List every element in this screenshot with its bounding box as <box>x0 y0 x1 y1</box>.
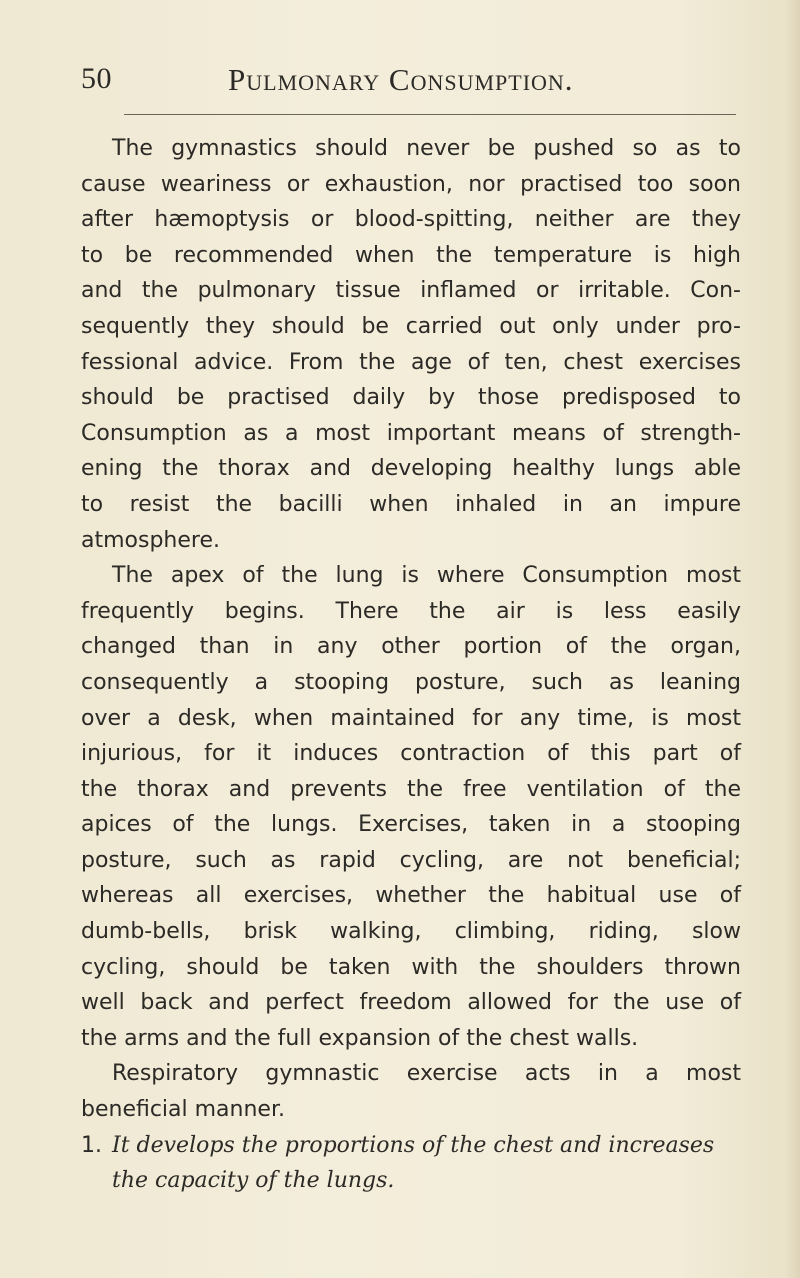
text-line: apices of the lungs. Exercises, taken in a stooping <box>81 812 741 838</box>
list-item-number: 1. <box>81 1132 102 1158</box>
paragraph <box>81 131 741 558</box>
text-line: to be recommended when the temperature is high <box>81 242 741 268</box>
text-line: should be practised daily by those predisposed to <box>81 385 741 411</box>
page-number: 50 <box>81 62 112 95</box>
text-line: injurious, for it induces contraction of this part of <box>81 741 741 767</box>
list-item-text: It develops the proportions of the chest and increases <box>112 1132 715 1158</box>
header-rule <box>124 114 736 115</box>
text-line: changed than in any other portion of the organ, <box>81 634 741 660</box>
text-line: after hæmoptysis or blood-spitting, neither are they <box>81 207 741 233</box>
paragraph <box>81 1056 741 1127</box>
text-line: the thorax and prevents the free ventilation of the <box>81 776 741 802</box>
text-line: well back and perfect freedom allowed for the use of <box>81 990 741 1016</box>
text-line: cause weariness or exhaustion, nor practised too soon <box>81 171 741 197</box>
text-line: sequently they should be carried out only under pro- <box>81 313 741 339</box>
text-line: Consumption as a most important means of strength- <box>81 420 741 446</box>
text-line: The gymnastics should never be pushed so as to <box>112 136 741 161</box>
text-line: cycling, should be taken with the shoulders thrown <box>81 954 741 980</box>
text-line: to resist the bacilli when inhaled in an impure <box>81 491 741 517</box>
text-line: consequently a stooping posture, such as leaning <box>81 669 741 695</box>
text-line: The apex of the lung is where Consumption most <box>112 563 741 589</box>
page-edge-shadow <box>786 0 800 1278</box>
text-line: Respiratory gymnastic exercise acts in a most <box>112 1061 741 1087</box>
text-line: fessional advice. From the age of ten, chest exercises <box>81 349 741 375</box>
text-line: and the pulmonary tissue inflamed or irritable. Con- <box>81 278 741 304</box>
text-line: whereas all exercises, whether the habitual use of <box>81 883 741 909</box>
text-line: dumb-bells, brisk walking, climbing, riding, slow <box>81 919 741 945</box>
list-item-continuation: the capacity of the lungs. <box>112 1168 395 1194</box>
text-line: frequently begins. There the air is less easily <box>81 598 741 624</box>
text-line: over a desk, when maintained for any time, is most <box>81 705 741 731</box>
running-title: Pulmonary Consumption. <box>228 62 574 97</box>
body-text <box>81 131 741 1199</box>
list-item <box>81 1128 741 1199</box>
list-item-first-line <box>81 1128 741 1164</box>
text-line: posture, such as rapid cycling, are not beneficial; <box>81 847 741 873</box>
text-line: atmosphere. <box>81 527 220 553</box>
paragraph <box>81 558 741 1056</box>
text-line: the arms and the full expansion of the chest walls. <box>81 1025 639 1051</box>
text-line: ening the thorax and developing healthy lungs able <box>81 456 741 482</box>
text-line: beneficial manner. <box>81 1097 285 1123</box>
page-header <box>81 62 741 112</box>
